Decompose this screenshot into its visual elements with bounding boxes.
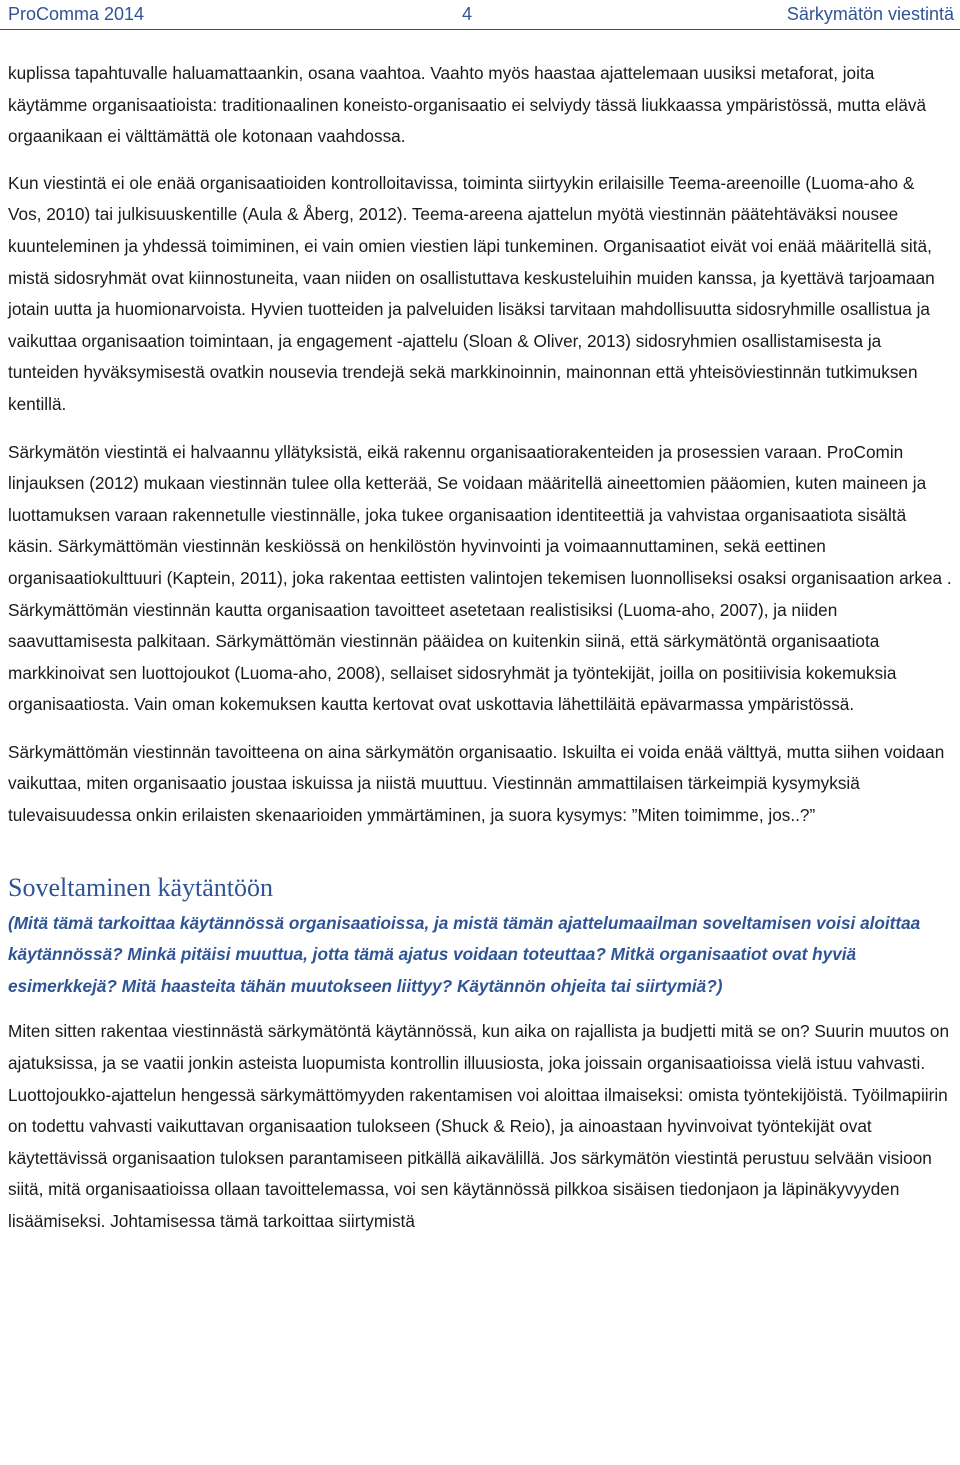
document-body [8,58,952,1238]
section-guidance: (Mitä tämä tarkoittaa käytännössä organisaatioissa, ja mistä tämän ajattelumaailman soveltamisen voisi aloittaa käytännössä? Minkä pitäisi muuttua, jotta tämä ajatus voidaan toteuttaa? Mitkä organisaatiot ovat hyviä esimerkkejä? Mitä haasteita tähän muutokseen liittyy? Käytännön ohjeita tai siirtymiä?) [8,912,921,996]
header-title: Särkymätön viestintä [786,4,954,24]
section-heading: Soveltaminen käytäntöön [8,872,274,902]
paragraph-3: Särkymätön viestintä ei halvaannu yllätyksistä, eikä rakennu organisaatiorakenteiden ja prosessien varaan. ProComin linjauksen (2012) mukaan viestinnän tulee olla ketterää, Se voidaan määritellä aineettomien pääomien, kuten maineen ja luottamuksen varaan rakennetulle viestinnälle, joka tukee organisaation identiteettiä ja vahvistaa organisaatiota sisältä käsin. Särkymättömän viestinnän keskiössä on henkilöstön hyvinvointi ja voimaannuttaminen, sekä eettinen organisaatiokulttuuri (Kaptein, 2011), joka rakentaa eettisten valintojen tekemisen luonnolliseksi osaksi organisaation arkea . Särkymättömän viestinnän kautta organisaation tavoitteet asetetaan realistisiksi (Luoma-aho, 2007), ja niiden saavuttamisesta palkitaan. Särkymättömän viestinnän pääidea on kuitenkin siinä, että särkymätöntä organisaatiota markkinoivat sen luottojoukot (Luoma-aho, 2008), sellaiset sidosryhmät ja työntekijät, joilla on positiivisia kokemuksia organisaatiosta. Vain oman kokemuksen kautta kertovat ovat uskottavia lähettiläitä epävarmassa ympäristössä. [8,441,952,715]
paragraph-2: Kun viestintä ei ole enää organisaatioiden kontrolloitavissa, toiminta siirtyykin erilaisille Teema-areenoille (Luoma-aho & Vos, 2010) tai julkisuuskentille (Aula & Åberg, 2012). Teema-areena ajattelun myötä viestinnän päätehtäväksi nousee kuunteleminen ja yhdessä toimiminen, ei vain omien viestien läpi tunkeminen. Organisaatiot eivät voi enää määritellä sitä, mistä sidosryhmät ovat kiinnostuneita, vaan niiden on osallistuttava keskusteluihin muiden kanssa, ja kyettävä tarjoamaan jotain uutta ja huomionarvoista. Hyvien tuotteiden ja palveluiden lisäksi tarvitaan mahdollisuutta sidosryhmille osallistua ja vaikuttaa organisaation toimintaan, ja engagement -ajattelu (Sloan & Oliver, 2013) sidosryhmien osallistamisesta ja tunteiden hyväksymisestä ovatkin nousevia trendejä sekä markkinoinnin, mainonnan että yhteisöviestinnän tutkimuksen kentillä. [8,172,935,414]
header-publication: ProComma 2014 [8,4,145,24]
paragraph-5: Miten sitten rakentaa viestinnästä särkymätöntä käytännössä, kun aika on rajallista ja budjetti mitä se on? Suurin muutos on ajatuksissa, ja se vaatii jonkin asteista luopumista kontrollin illuusiosta, joka joissain organisaatioissa vielä istuu vahvasti. Luottojoukko-ajattelun hengessä särkymättömyyden rakentamisen voi aloittaa ilmaiseksi: omista työntekijöistä. Työilmapiirin on todettu vahvasti vaikuttavan organisaation tulokseen (Shuck & Reio), ja ainoastaan hyvinvoivat työntekijät ovat käytettävissä organisaation tuloksen parantamiseen pitkällä aikavälillä. Jos särkymätön viestintä perustuu selvään visioon siitä, mitä organisaatioissa ollaan tavoittelemassa, voi sen käytännössä pilkkoa sisäisen tiedonjaon ja läpinäkyvyyden lisäämiseksi. Johtamisessa tämä tarkoittaa siirtymistä [8,1021,950,1231]
paragraph-4: Särkymättömän viestinnän tavoitteena on aina särkymätön organisaatio. Iskuilta ei voida enää välttyä, mutta siihen voidaan vaikuttaa, miten organisaatio joustaa iskuissa ja niistä muuttuu. Viestinnän ammattilaisen tärkeimpiä kysymyksiä tulevaisuudessa onkin erilaisten skenaarioiden ymmärtäminen, ja suora kysymys: ”Miten toimimme, jos..?” [8,741,945,826]
page-header [0,0,960,30]
header-page-number: 4 [462,4,473,24]
paragraph-1: kuplissa tapahtuvalle haluamattaankin, osana vaahtoa. Vaahto myös haastaa ajattelemaan uusiksi metaforat, joita käytämme organisaatioista: traditionaalinen koneisto-organisaatio ei selviydy tässä liukkaassa ympäristössä, mutta elävä orgaanikaan ei välttämättä ole kotonaan vaahdossa. [8,63,927,147]
